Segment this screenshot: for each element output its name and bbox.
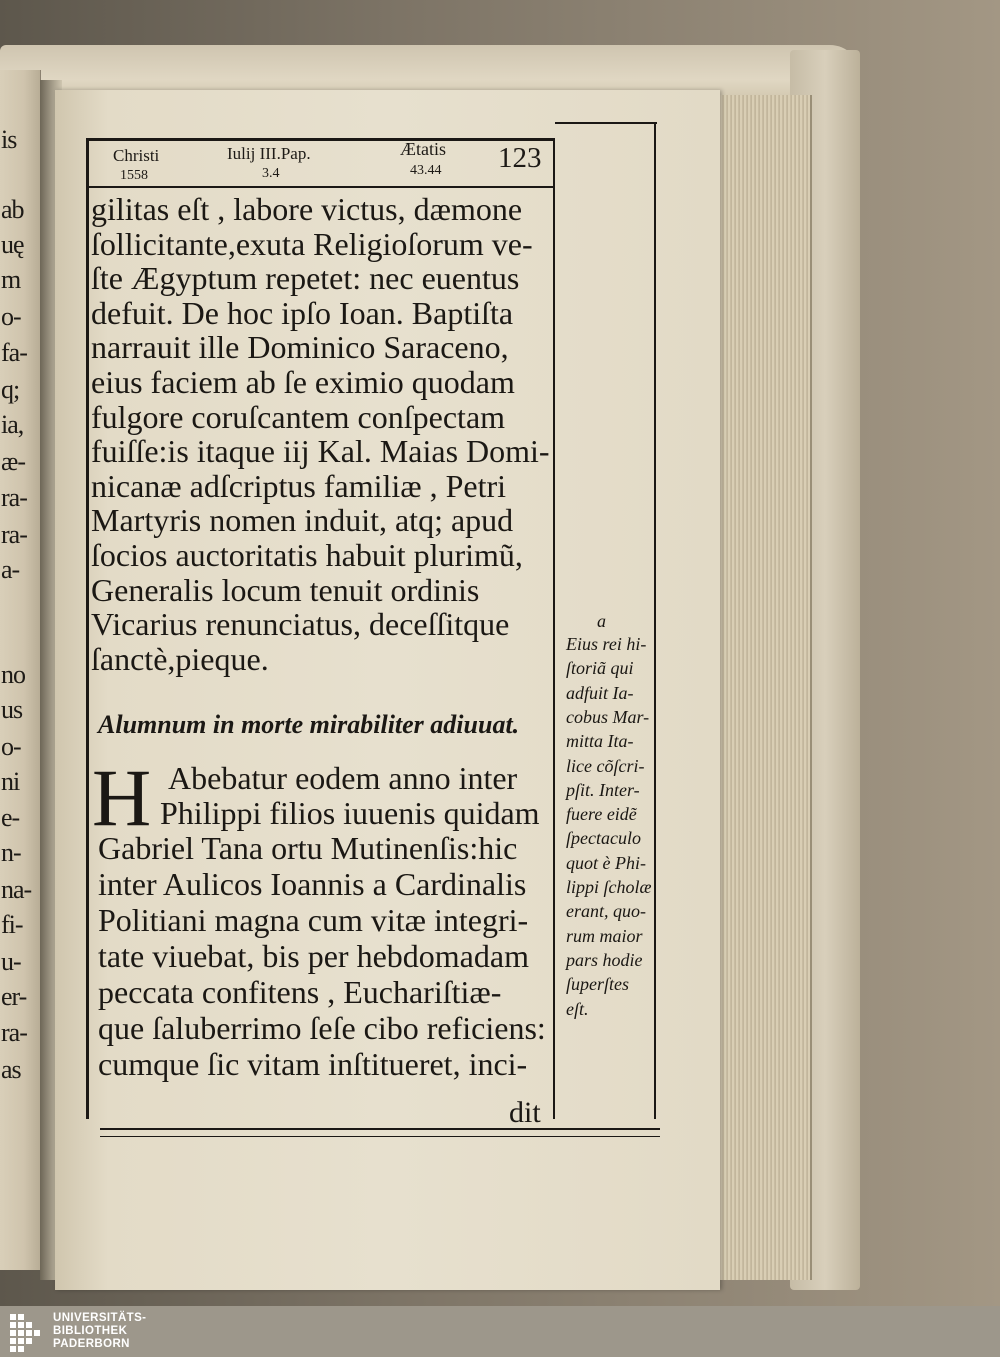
marginal-note-line: fuere eidẽ [566, 804, 637, 825]
left-page-fragment: er- [1, 982, 27, 1011]
marginal-note-line: ſpectaculo [566, 828, 641, 849]
marginal-note-line: pſit. Inter- [566, 779, 640, 800]
left-page-fragment: m [1, 265, 21, 294]
body-line: ſocios auctoritatis habuit plurimũ, [91, 537, 523, 573]
body-line: Politiani magna cum vitæ integri- [98, 902, 529, 938]
body-line: peccata confitens , Euchariſtiæ- [98, 974, 502, 1010]
marginal-note-line: lippi ſcholæ [566, 877, 652, 897]
marginal-note-line: ſuperſtes [566, 974, 629, 995]
section-subheading: Alumnum in morte mirabiliter adiuuat. [98, 710, 520, 739]
body-line: Vicarius renunciatus, deceſſitque [91, 606, 510, 643]
body-line: nicanæ adſcriptus familiæ , Petri [91, 467, 507, 504]
body-line: narrauit ille Dominico Saraceno, [91, 329, 509, 366]
left-page-fragment: ra- [1, 483, 27, 512]
body-line-indented: Abebatur eodem anno inter [168, 760, 518, 796]
body-line: defuit. De hoc ipſo Ioan. Baptiſta [91, 294, 514, 331]
left-page-fragment: e- [1, 803, 20, 832]
left-page-fragment: q; [1, 375, 20, 404]
frame-bottom-rule-2 [100, 1136, 660, 1137]
left-page-fragment: na- [1, 875, 32, 904]
body-line: gilitas eſt , labore victus, dæmone [91, 191, 523, 227]
marginal-note-line: eſt. [566, 998, 589, 1019]
left-page-fragment: as [1, 1055, 21, 1084]
left-page-fragment: fa- [1, 338, 27, 367]
marginal-note-line: rum maior [566, 925, 643, 946]
left-page-fragment: o- [1, 302, 21, 331]
marginal-note-line: cobus Mar- [566, 706, 650, 727]
margin-frame-top-rule [555, 122, 657, 124]
header-aetatis-years: 43.44 [410, 163, 442, 178]
footer-line-2: BIBLIOTHEK [53, 1325, 128, 1337]
body-line: fulgore coruſcantem conſpectam [91, 398, 506, 435]
header-pope-year: 3.4 [262, 166, 280, 181]
left-page-fragment: no [1, 660, 25, 689]
marginal-note-line: erant, quo- [566, 901, 646, 922]
left-page-fragment: us [1, 695, 23, 724]
body-line: inter Aulicos Ioannis a Cardinalis [98, 866, 527, 902]
frame-right-rule [553, 138, 555, 1119]
body-line: Gabriel Tana ortu Mutinenſis:hic [98, 830, 518, 866]
body-line: ſanctè,pieque. [91, 640, 269, 677]
left-page-fragment: ni [1, 767, 20, 796]
body-line-indented: Philippi filios iuuenis quidam [160, 795, 540, 831]
left-page-fragment: ra- [1, 520, 27, 549]
body-line: que ſaluberrimo ſeſe cibo reficiens: [98, 1010, 546, 1046]
header-pope-label: Iulij III.Pap. [227, 144, 311, 163]
body-line: cumque ſic vitam inſtitueret, inci- [98, 1046, 528, 1082]
frame-left-rule [86, 138, 89, 1119]
frame-top-rule [87, 138, 554, 141]
left-page-fragment: æ- [1, 447, 25, 476]
marginal-note-line: mitta Ita- [566, 731, 634, 752]
header-aetatis-label: Ætatis [400, 139, 447, 159]
marginal-note-line: Eius rei hi- [566, 634, 647, 654]
frame-header-rule [87, 186, 554, 188]
marginal-note-line: pars hodie [566, 949, 643, 970]
footer-line-1: UNIVERSITÄTS- [53, 1312, 147, 1324]
library-logo-icon [8, 1310, 46, 1354]
marginal-note-line: ſtoriã qui [566, 658, 634, 679]
left-page-fragment: u- [1, 947, 21, 976]
library-footer [0, 1306, 1000, 1357]
left-page-fragment: ia, [1, 410, 24, 439]
catchword: dit [509, 1096, 541, 1129]
left-page-fragment: fi- [1, 910, 23, 939]
marginal-note-line: quot è Phi- [566, 852, 646, 873]
left-page-fragment: ab [1, 195, 24, 224]
marginal-note-line: adfuit Ia- [566, 682, 634, 703]
left-page-fragment: is [1, 125, 17, 154]
body-line: tate viuebat, bis per hebdomadam [98, 938, 529, 974]
left-page-fragment: n- [1, 838, 21, 867]
left-page-fragment: a- [1, 555, 20, 584]
left-page-fragment: uę [1, 230, 24, 259]
margin-frame-right-rule [654, 122, 656, 1119]
header-christi-year: 1558 [120, 168, 148, 183]
left-page-edge [0, 70, 41, 1270]
body-line: Generalis locum tenuit ordinis [91, 571, 480, 608]
drop-initial: H [92, 752, 152, 843]
marginal-note-line: lice cõſcri- [566, 755, 645, 776]
left-page-fragment: o- [1, 732, 21, 761]
page-stack-fore-edge [720, 95, 812, 1280]
frame-bottom-rule [100, 1128, 660, 1130]
body-line: eius faciem ab ſe eximio quodam [91, 364, 515, 400]
body-line: ſollicitante,exuta Religioſorum ve- [91, 225, 533, 262]
marginal-note-line: a [597, 611, 606, 631]
body-line: fuiſſe:is itaque iij Kal. Maias Domi- [91, 433, 550, 470]
body-line: Martyris nomen induit, atq; apud [91, 502, 514, 539]
body-line: ſte Ægyptum repetet: nec euentus [91, 260, 520, 297]
book-cover-top-edge [0, 45, 860, 95]
left-page-fragment: ra- [1, 1018, 27, 1047]
footer-line-3: PADERBORN [53, 1338, 130, 1350]
page-number: 123 [498, 142, 542, 174]
header-christi-label: Christi [113, 146, 160, 165]
